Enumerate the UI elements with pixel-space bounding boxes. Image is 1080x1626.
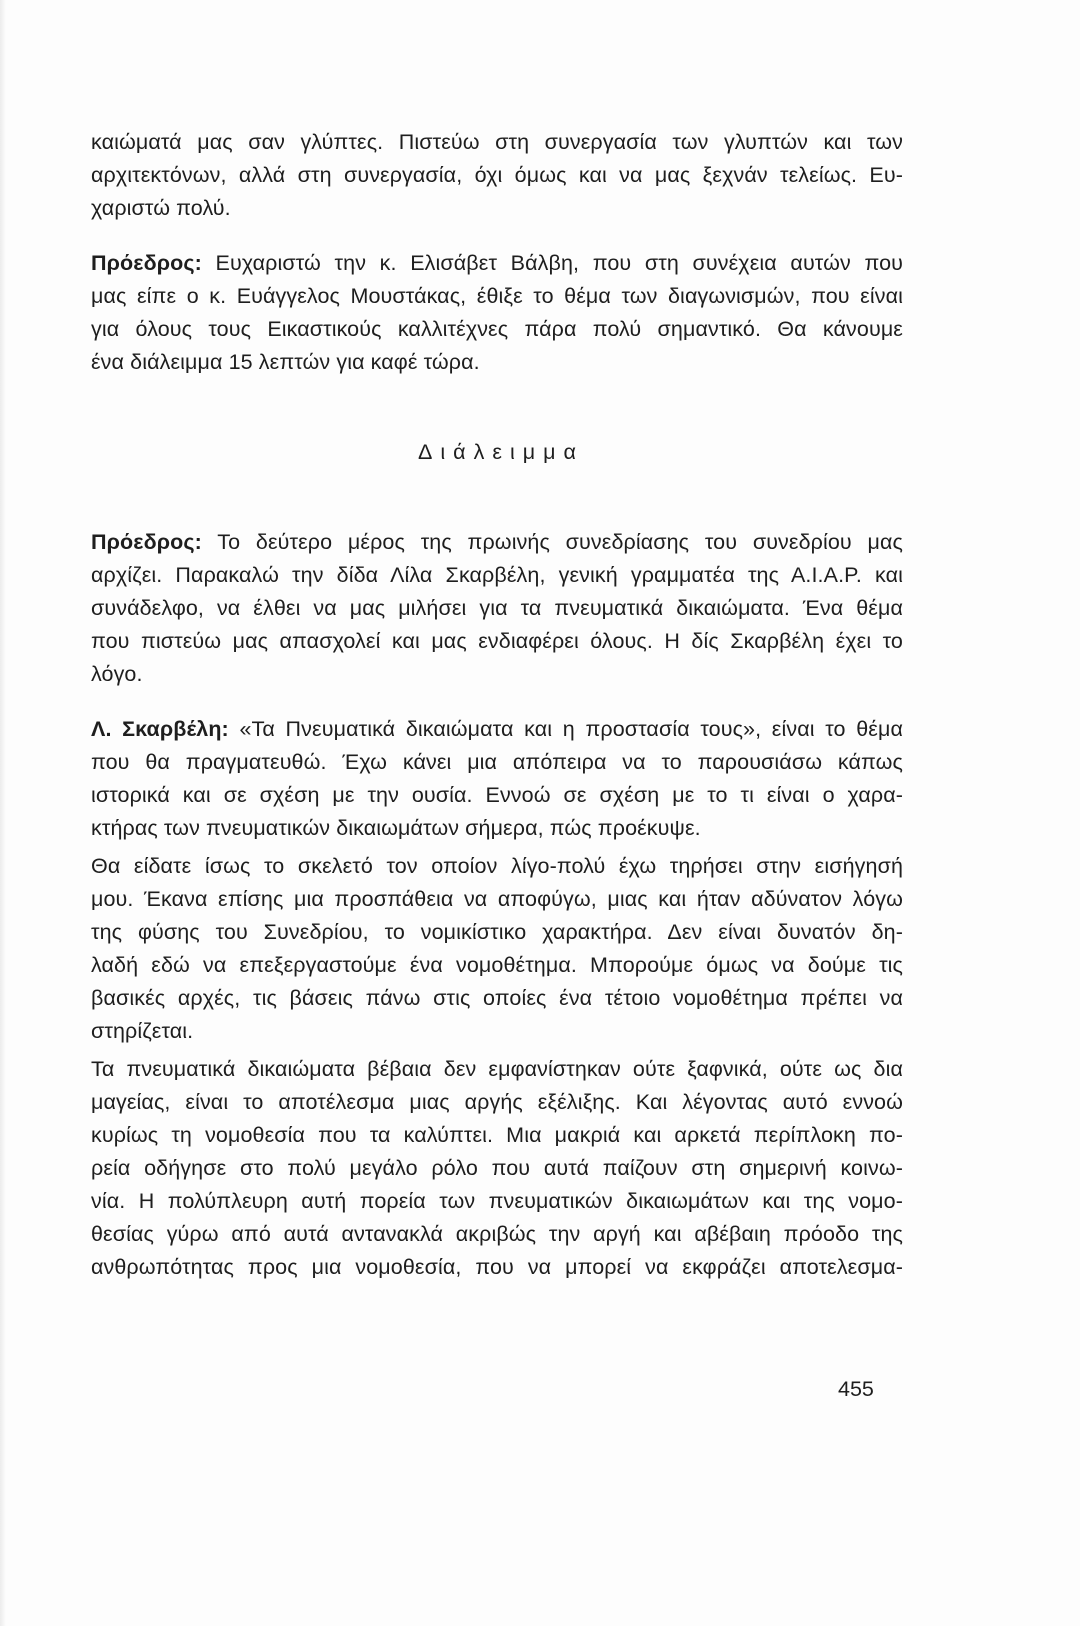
text-line (91, 247, 903, 280)
text-line: κτήρας των πνευματικών δικαιωμάτων σήμερα, πώς προέκυψε. (91, 816, 701, 840)
text-line: της φύσης του Συνεδρίου, το νομικίστικο χαρακτήρα. Δεν είναι δυνατόν δη- (91, 920, 903, 944)
speaker-label: Πρόεδρος: (91, 251, 202, 275)
text-line: νία. Η πολύπλευρη αυτή πορεία των πνευματικών δικαιωμάτων και της νομο- (91, 1189, 903, 1213)
text-line: λόγο. (91, 662, 143, 686)
text-line: Τα πνευματικά δικαιώματα βέβαια δεν εμφανίστηκαν ούτε ξαφνικά, ούτε ως δια (91, 1057, 903, 1081)
text-line: Θα είδατε ίσως το σκελετό τον οποίον λίγο-πολύ έχω τηρήσει στην εισήγησή (91, 854, 903, 878)
scan-edge-shadow (0, 0, 6, 1626)
text-fragment: Ευχαριστώ την κ. Ελισάβετ Βάλβη, που στη συνέχεια αυτών που (201, 251, 903, 275)
text-line: ιστορικά και σε σχέση με την ουσία. Εννοώ σε σχέση με το τι είναι ο χαρα- (91, 783, 903, 807)
paragraph-chairman-2 (91, 526, 903, 691)
text-fragment: «Τα Πνευματικά δικαιώματα και η προστασία τους», είναι το θέμα (228, 717, 903, 741)
paragraph-skarveli-intro (91, 713, 903, 845)
text-line: καιώματά μας σαν γλύπτες. Πιστεύω στη συνεργασία των γλυπτών και των (91, 130, 903, 154)
text-fragment: Το δεύτερο μέρος της πρωινής συνεδρίασης του συνεδρίου μας (201, 530, 903, 554)
text-line: κυρίως τη νομοθεσία που τα καλύπτει. Μια μακριά και αρκετά περίπλοκη πο- (91, 1123, 903, 1147)
paragraph-chairman-1 (91, 247, 903, 379)
text-line (91, 713, 903, 746)
paragraph-body-1 (91, 850, 903, 1048)
text-line: θεσίας γύρω από αυτά αντανακλά ακριβώς την αργή και αβέβαιη πρόοδο της (91, 1222, 903, 1246)
paragraph-continuation (91, 126, 903, 225)
text-line: ρεία οδήγησε στο πολύ μεγάλο ρόλο που αυτά παίζουν στη σημερινή κοινω- (91, 1156, 903, 1180)
text-line: αρχίζει. Παρακαλώ την δίδα Λίλα Σκαρβέλη, γενική γραμματέα της Α.Ι.Α.Ρ. και (91, 563, 903, 587)
text-line: που πιστεύω μας απασχολεί και μας ενδιαφέρει όλους. Η δίς Σκαρβέλη έχει το (91, 629, 903, 653)
text-line: που θα πραγματευθώ. Έχω κάνει μια απόπειρα να το παρουσιάσω κάπως (91, 750, 903, 774)
text-line: λαδή εδώ να επεξεργαστούμε ένα νομοθέτημα. Μπορούμε όμως να δούμε τις (91, 953, 903, 977)
section-break-title: Διάλειμμα (418, 440, 584, 464)
speaker-label: Πρόεδρος: (91, 530, 202, 554)
text-line: ανθρωπότητας προς μια νομοθεσία, που να μπορεί να εκφράζει αποτελεσμα- (91, 1255, 903, 1279)
text-line: μας είπε ο κ. Ευάγγελος Μουστάκας, έθιξε το θέμα των διαγωνισμών, που είναι (91, 284, 903, 308)
text-line (91, 526, 903, 559)
page-number: 455 (838, 1377, 874, 1401)
text-line: στηρίζεται. (91, 1019, 194, 1043)
text-line: βασικές αρχές, τις βάσεις πάνω στις οποίες ένα τέτοιο νομοθέτημα πρέπει να (91, 986, 903, 1010)
text-line: αρχιτεκτόνων, αλλά στη συνεργασία, όχι όμως και να μας ξεχνάν τελείως. Ευ- (91, 163, 903, 187)
speaker-label: Λ. Σκαρβέλη: (91, 717, 229, 741)
text-line: ένα διάλειμμα 15 λεπτών για καφέ τώρα. (91, 350, 480, 374)
text-line: μου. Έκανα επίσης μια προσπάθεια να αποφύγω, μιας και ήταν αδύνατον λόγω (91, 887, 903, 911)
text-line: μαγείας, είναι το αποτέλεσμα μιας αργής εξέλιξης. Και λέγοντας αυτό εννοώ (91, 1090, 903, 1114)
text-line: για όλους τους Εικαστικούς καλλιτέχνες πάρα πολύ σημαντικό. Θα κάνουμε (91, 317, 903, 341)
document-page (91, 126, 903, 1284)
text-line: χαριστώ πολύ. (91, 196, 231, 220)
text-line: συνάδελφο, να έλθει να μας μιλήσει για τα πνευματικά δικαιώματα. Ένα θέμα (91, 596, 903, 620)
paragraph-body-2 (91, 1053, 903, 1284)
